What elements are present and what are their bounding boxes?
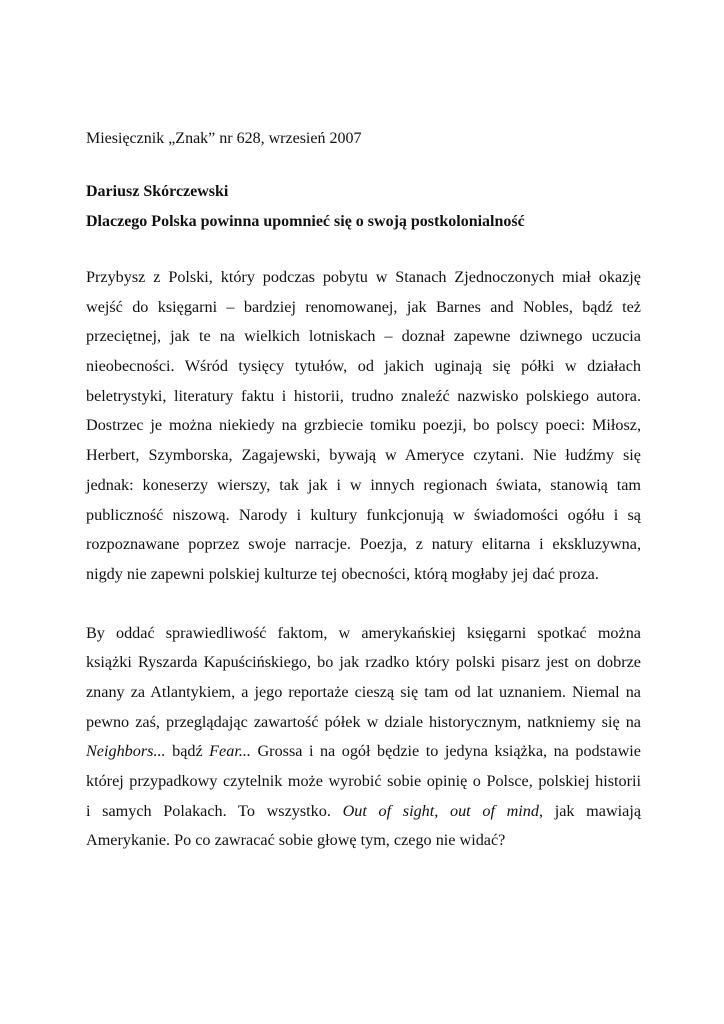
- text-line: [86, 737, 641, 767]
- text-line: [86, 797, 641, 827]
- text-line: Dostrzec je można niekiedy na grzbiecie tomiku poezji, bo polscy poeci: Miłosz,: [86, 416, 641, 435]
- text-line: By oddać sprawiedliwość faktom, w amerykańskiej księgarni spotkać można: [86, 623, 641, 642]
- text-line: beletrystyki, literatury faktu i historii, trudno znaleźć nazwisko polskiego autora.: [86, 386, 641, 405]
- text-line: publiczność niszową. Narody i kultury funkcjonują w świadomości ogółu i są: [86, 505, 641, 524]
- text-line: Herbert, Szymborska, Zagajewski, bywają w Ameryce czytani. Nie łudźmy się: [86, 446, 641, 465]
- text-line: jednak: koneserzy wierszy, tak jak i w innych regionach świata, stanowią tam: [86, 475, 641, 494]
- text-line: nieobecności. Wśród tysięcy tytułów, od jakich uginają się półki w działach: [86, 357, 641, 376]
- text-line: pewno zaś, przeglądając zawartość półek w dziale historycznym, natkniemy się na: [86, 712, 641, 731]
- document-page: [86, 128, 641, 856]
- inline-text: , jak mawiają: [539, 801, 642, 820]
- text-line: znany za Atlantykiem, a jego reportaże cieszą się tam od lat uznaniem. Niemal na: [86, 682, 641, 701]
- article-author: Dariusz Skórczewski: [86, 183, 229, 200]
- inline-text: bądź: [165, 742, 210, 761]
- idiom-italic: Out of sight, out of mind: [342, 801, 539, 820]
- paragraph-2: [86, 619, 641, 857]
- text-line: rozpoznawane poprzez swoje narracje. Poezja, z natury elitarna i ekskluzywna,: [86, 535, 641, 554]
- inline-text: i samych Polakach. To wszystko.: [86, 801, 343, 820]
- text-line: której przypadkowy czytelnik może wyrobić sobie opinię o Polsce, polskiej historii: [86, 772, 641, 790]
- publication-source: Miesięcznik „Znak” nr 628, wrzesień 2007: [86, 130, 362, 147]
- text-line: Amerykanie. Po co zawracać sobie głowę tym, czego nie widać?: [86, 831, 506, 850]
- paragraph-1: [86, 263, 641, 590]
- text-line: wejść do księgarni – bardziej renomowanej, jak Barnes and Nobles, bądź też: [86, 297, 641, 316]
- book-title-fear: Fear...: [209, 742, 251, 761]
- book-title-neighbors: Neighbors...: [86, 742, 166, 761]
- text-line: nigdy nie zapewni polskiej kulturze tej obecności, którą mogłaby jej dać proza.: [86, 564, 599, 583]
- text-line: Przybysz z Polski, który podczas pobytu w Stanach Zjednoczonych miał okazję: [86, 268, 641, 286]
- article-title: Dlaczego Polska powinna upomnieć się o swoją postkolonialność: [86, 213, 525, 230]
- text-line: przeciętnej, jak te na wielkich lotniskach – doznał zapewne dziwnego uczucia: [86, 327, 641, 346]
- inline-text: Grossa i na ogół będzie to jedyna książka, na podstawie: [250, 742, 641, 761]
- text-line: książki Ryszarda Kapuścińskiego, bo jak rzadko który polski pisarz jest on dobrze: [86, 653, 641, 672]
